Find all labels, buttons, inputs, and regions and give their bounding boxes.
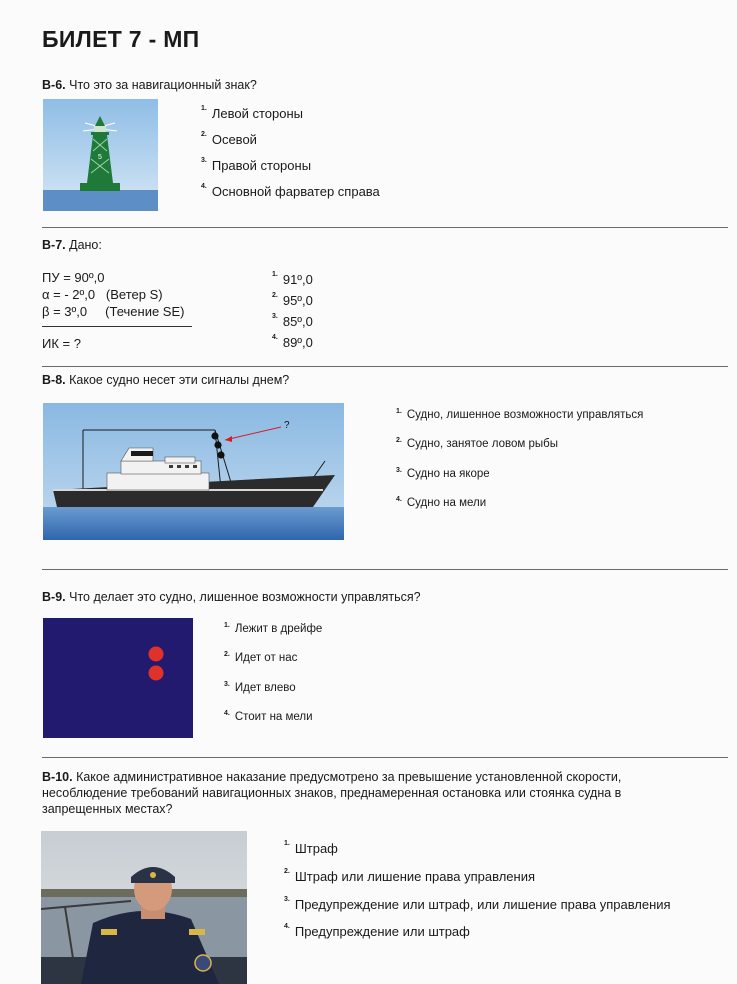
- question-7-number: В-7.: [42, 238, 66, 252]
- q9-option-1-label: Лежит в дрейфе: [234, 623, 323, 635]
- question-10: [42, 769, 672, 817]
- inspector-photo: [41, 831, 247, 984]
- q6-option-3[interactable]: [201, 158, 311, 173]
- q7-option-2-label: 95º,0: [282, 293, 313, 308]
- q9-option-2[interactable]: [224, 652, 297, 664]
- q10-option-3-number: 3.: [284, 896, 290, 903]
- q6-option-1-label: Левой стороны: [211, 106, 303, 121]
- q8-option-3-number: 3.: [396, 467, 402, 474]
- question-9-number: В-9.: [42, 590, 66, 604]
- q8-option-1-number: 1.: [396, 408, 402, 415]
- q6-option-3-number: 3.: [201, 157, 207, 164]
- q7-option-3-label: 85º,0: [282, 314, 313, 329]
- question-8: [42, 373, 289, 387]
- q8-option-2-label: Судно, занятое ловом рыбы: [406, 438, 558, 450]
- q7-option-4[interactable]: [272, 335, 313, 350]
- vessel-day-signals-image: [43, 403, 344, 540]
- q6-option-4-label: Основной фарватер справа: [211, 184, 380, 199]
- q7-option-2-number: 2.: [272, 292, 278, 299]
- question-8-number: В-8.: [42, 373, 66, 387]
- q8-option-3[interactable]: [396, 468, 490, 480]
- question-6-number: В-6.: [42, 78, 66, 92]
- q7-option-1-number: 1.: [272, 271, 278, 278]
- divider: [42, 569, 728, 570]
- q10-option-1-label: Штраф: [294, 841, 338, 856]
- q7-option-3-number: 3.: [272, 313, 278, 320]
- red-light-icon: [149, 647, 164, 662]
- buoy-image: [43, 99, 158, 211]
- question-9: [42, 590, 421, 604]
- question-10-text: Какое административное наказание предусмотрено за превышение установленной скорости, несоблюдение требований навигационных знаков, преднамеренная остановка или стоянка судна в запрещенных местах?: [42, 770, 622, 816]
- q10-option-2[interactable]: [284, 869, 535, 884]
- q10-option-3-label: Предупреждение или штраф, или лишение права управления: [294, 897, 671, 912]
- q8-option-4-number: 4.: [396, 496, 402, 503]
- q9-option-1[interactable]: [224, 623, 322, 635]
- q7-option-1-label: 91º,0: [282, 272, 313, 287]
- q6-option-1-number: 1.: [201, 105, 207, 112]
- signal-pointer-label: ?: [284, 420, 290, 431]
- q6-option-2[interactable]: [201, 132, 257, 147]
- q9-option-3-number: 3.: [224, 681, 230, 688]
- q7-option-2[interactable]: [272, 293, 313, 308]
- q7-option-1[interactable]: [272, 272, 313, 287]
- question-8-text: Какое судно несет эти сигналы днем?: [69, 373, 290, 387]
- q10-option-3[interactable]: [284, 897, 671, 912]
- q10-option-2-label: Штраф или лишение права управления: [294, 869, 535, 884]
- q7-option-4-number: 4.: [272, 334, 278, 341]
- q9-option-3-label: Идет влево: [234, 682, 296, 694]
- divider: [42, 366, 728, 367]
- q10-option-1-number: 1.: [284, 840, 290, 847]
- buoy-number-label: 5: [98, 154, 102, 161]
- q9-option-3[interactable]: [224, 682, 296, 694]
- q6-option-2-number: 2.: [201, 131, 207, 138]
- q9-option-2-label: Идет от нас: [234, 652, 298, 664]
- q6-option-2-label: Осевой: [211, 132, 257, 147]
- red-light-icon: [149, 666, 164, 681]
- q8-option-1-label: Судно, лишенное возможности управляться: [406, 409, 644, 421]
- q9-option-4-number: 4.: [224, 710, 230, 717]
- q10-option-2-number: 2.: [284, 868, 290, 875]
- q8-option-2-number: 2.: [396, 437, 402, 444]
- q6-option-4-number: 4.: [201, 183, 207, 190]
- question-7: [42, 238, 102, 252]
- q6-option-3-label: Правой стороны: [211, 158, 312, 173]
- q9-option-2-number: 2.: [224, 651, 230, 658]
- question-10-number: В-10.: [42, 770, 73, 784]
- q8-option-1[interactable]: [396, 409, 643, 421]
- divider: [42, 757, 728, 758]
- q8-option-4-label: Судно на мели: [406, 497, 487, 509]
- given-drift-angle: α = - 2º,0 (Ветер S): [42, 287, 163, 302]
- q9-option-4[interactable]: [224, 711, 313, 723]
- question-9-text: Что делает это судно, лишенное возможности управляться?: [69, 590, 421, 604]
- night-lights-image: [43, 618, 193, 738]
- q7-option-4-label: 89º,0: [282, 335, 313, 350]
- find-true-course: ИК = ?: [42, 336, 81, 351]
- q8-option-2[interactable]: [396, 438, 558, 450]
- q7-option-3[interactable]: [272, 314, 313, 329]
- divider: [42, 227, 728, 228]
- q6-option-4[interactable]: [201, 184, 380, 199]
- given-current-angle: β = 3º,0 (Течение SE): [42, 304, 185, 319]
- q9-option-4-label: Стоит на мели: [234, 711, 313, 723]
- given-underline: [42, 326, 192, 327]
- question-6-text: Что это за навигационный знак?: [69, 78, 257, 92]
- q8-option-4[interactable]: [396, 497, 486, 509]
- question-6: [42, 78, 257, 92]
- q6-option-1[interactable]: [201, 106, 303, 121]
- q10-option-4[interactable]: [284, 924, 470, 939]
- q10-option-4-number: 4.: [284, 923, 290, 930]
- q10-option-1[interactable]: [284, 841, 338, 856]
- q9-option-1-number: 1.: [224, 622, 230, 629]
- ticket-title: БИЛЕТ 7 - МП: [42, 26, 200, 52]
- q10-option-4-label: Предупреждение или штраф: [294, 924, 470, 939]
- question-7-text: Дано:: [69, 238, 102, 252]
- q8-option-3-label: Судно на якоре: [406, 468, 490, 480]
- given-track-angle: ПУ = 90º,0: [42, 270, 105, 285]
